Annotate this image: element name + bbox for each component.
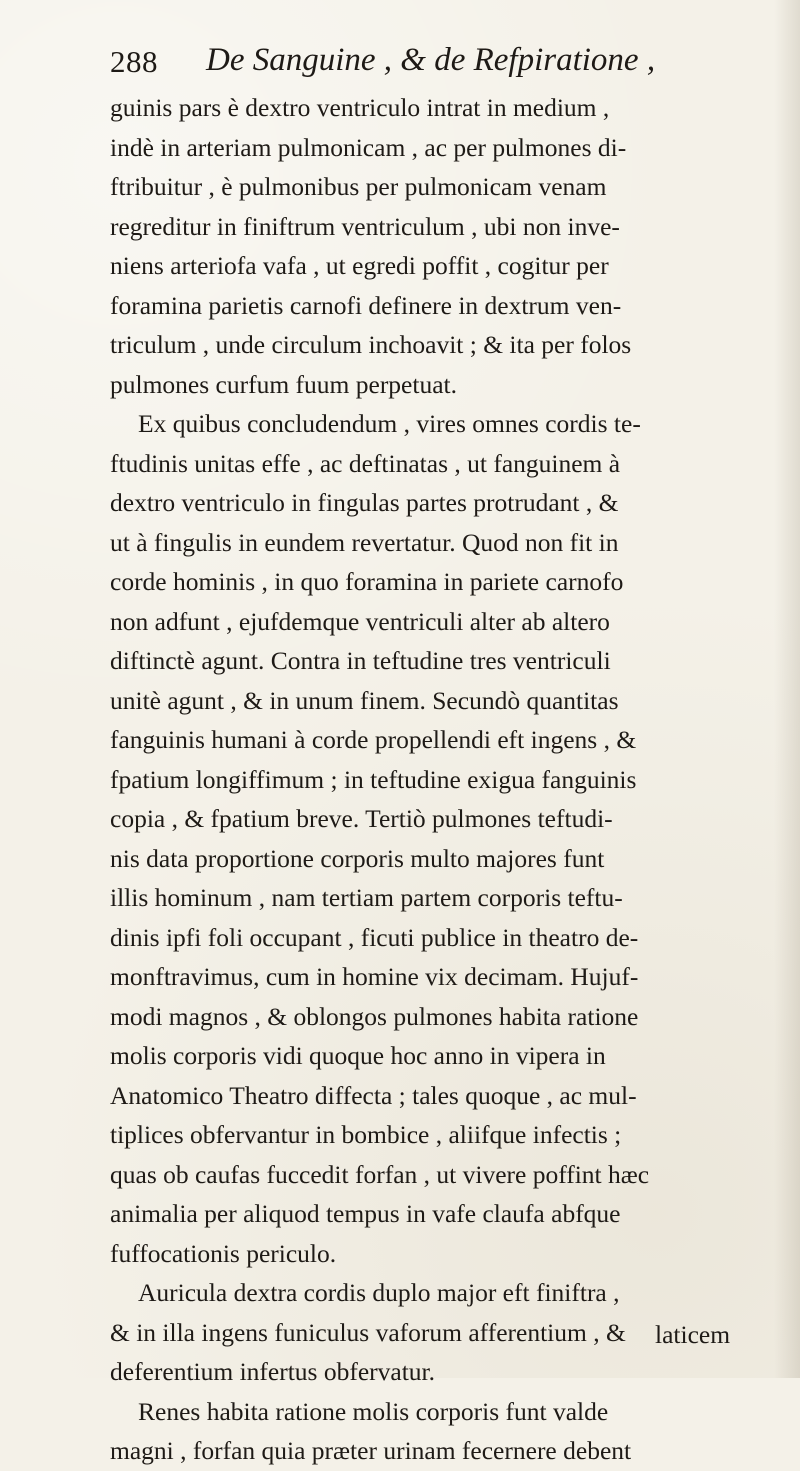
text-line: modi magnos , & oblongos pulmones habita ratione [110,1001,639,1031]
text-line: ftribuitur , è pulmonibus per pulmonicam venam [110,172,607,201]
paragraph-start-line: Renes habita ratione molis corporis funt valde [138,1396,609,1426]
text-line: diftinctè agunt. Contra in teftudine tres ventriculi [110,646,611,675]
text-line: foramina parietis carnofi definere in dextrum ven- [110,290,622,320]
text-line: regreditur in finiftrum ventriculum , ubi non inve- [110,211,620,241]
page-number: 288 [110,44,158,79]
paragraph-start-line: Auricula dextra cordis duplo major eft finiftra , [138,1278,620,1307]
text-line: quas ob caufas fuccedit forfan , ut vivere poffint hæc [110,1159,650,1189]
page-header [110,42,750,88]
text-line: triculum , unde circulum inchoavit ; & ita per folos [110,330,632,359]
text-line: & in illa ingens funiculus vaforum afferentium , & [110,1317,626,1347]
text-line: guinis pars è dextro ventriculo intrat in medium , [110,93,610,122]
text-line: monftravimus, cum in homine vix decimam. Hujuf- [110,962,639,991]
page-edge-shadow [774,0,800,1378]
paragraph-start-line: Ex quibus concludendum , vires omnes cordis te- [138,409,641,438]
text-line: fanguinis humani à corde propellendi eft ingens , & [110,725,637,754]
text-line: dinis ipfi foli occupant , ficuti publice in theatro de- [110,922,639,952]
text-line: animalia per aliquod tempus in vafe claufa abfque [110,1199,621,1228]
text-line: unitè agunt , & in unum finem. Secundò quantitas [110,685,619,715]
text-line: molis corporis vidi quoque hoc anno in vipera in [110,1041,606,1070]
text-line: nis data proportione corporis multo majores funt [110,843,605,873]
catchword: laticem [655,1320,731,1349]
text-line: niens arteriofa vafa , ut egredi poffit , cogitur per [110,251,609,280]
text-line: Anatomico Theatro diffecta ; tales quoque , ac mul- [110,1080,637,1110]
body-text [110,88,760,1471]
text-line: fuffocationis periculo. [110,1238,337,1268]
text-line: magni , forfan quia præter urinam fecernere debent [110,1436,632,1465]
text-line: fpatium longiffimum ; in teftudine exigua fanguinis [110,764,637,794]
running-head: De Sanguine , & de Refpiratione , [206,42,656,78]
text-line: tiplices obfervantur in bombice , aliifque infectis ; [110,1120,622,1149]
text-line: dextro ventriculo in fingulas partes protrudant , & [110,488,619,517]
text-line: illis hominum , nam tertiam partem corporis teftu- [110,883,623,912]
text-line: copia , & fpatium breve. Tertiò pulmones teftudi- [110,804,613,833]
text-line: corde hominis , in quo foramina in pariete carnofo [110,567,624,596]
text-line: ut à fingulis in eundem revertatur. Quod non fit in [110,527,619,557]
text-line: pulmones curfum fuum perpetuat. [110,369,457,399]
text-line: non adfunt , ejufdemque ventriculi alter ab altero [110,606,610,636]
text-line: deferentium infertus obfervatur. [110,1357,436,1386]
text-line: ftudinis unitas effe , ac deftinatas , ut fanguinem à [110,448,621,478]
text-line: indè in arteriam pulmonicam , ac per pulmones di- [110,132,627,162]
